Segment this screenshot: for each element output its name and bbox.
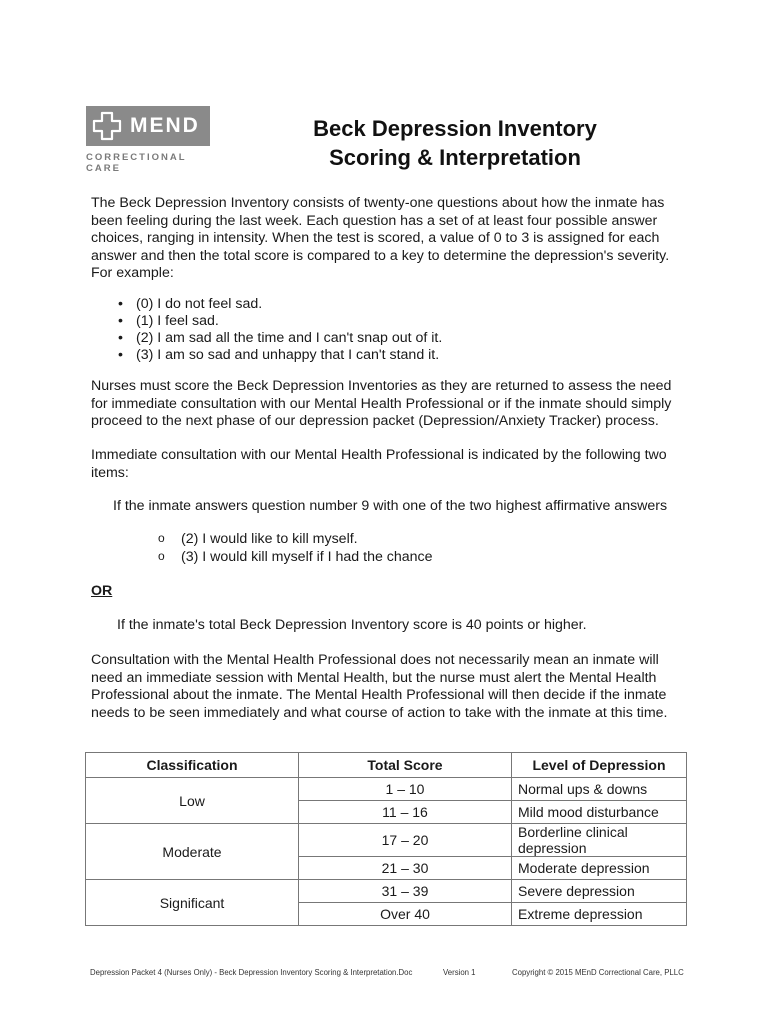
list-item: o (3) I would kill myself if I had the chance [158, 548, 618, 566]
level-cell: Borderline clinical depression [512, 824, 687, 857]
level-cell: Extreme depression [512, 903, 687, 926]
score-cell: 11 – 16 [299, 801, 512, 824]
or-label: OR [91, 583, 113, 599]
footer-document-name: Depression Packet 4 (Nurses Only) - Beck Depression Inventory Scoring & Interpretation.Doc [90, 968, 413, 977]
intro-paragraph: The Beck Depression Inventory consists of twenty-one questions about how the inmate has been feeling during the last week. Each question has a set of at least four possible answer choices, ranging in intensity. When the test is scored, a value of 0 to 3 is assigned for each answer and then the total score is compared to a key to determine the depression's severity. For example: [91, 195, 670, 281]
level-cell: Severe depression [512, 880, 687, 903]
condition-total-score: If the inmate's total Beck Depression Inventory score is 40 points or higher. [117, 617, 587, 633]
example-answers-list [118, 296, 678, 364]
score-cell: 1 – 10 [299, 778, 512, 801]
list-item: o (2) I would like to kill myself. [158, 530, 618, 548]
list-item: • (0) I do not feel sad. [118, 296, 678, 313]
score-cell: Over 40 [299, 903, 512, 926]
score-cell: 21 – 30 [299, 857, 512, 880]
medical-cross-icon [92, 111, 122, 141]
classification-cell: Significant [86, 880, 299, 926]
table-row [86, 778, 687, 801]
mend-logo [86, 106, 212, 174]
nurses-paragraph: Nurses must score the Beck Depression Inventories as they are returned to assess the need for immediate consultation with our Mental Health Professional or if the inmate should simply proceed to the next phase of our depression packet (Depression/Anxiety Tracker) process. [91, 378, 672, 429]
page-title [290, 114, 620, 172]
consultation-paragraph: Consultation with the Mental Health Professional does not necessarily mean an inmate will need an immediate session with Mental Health, but the nurse must alert the Mental Health Professional about the inmate. The Mental Health Professional will then decide if the inmate needs to be seen immediately and what course of action to take with the inmate at this time. [91, 652, 668, 721]
level-cell: Normal ups & downs [512, 778, 687, 801]
question-9-answers-list [158, 530, 618, 566]
level-cell: Mild mood disturbance [512, 801, 687, 824]
table-row [86, 824, 687, 857]
table-header-row [86, 753, 687, 778]
classification-cell: Moderate [86, 824, 299, 880]
title-line-2: Scoring & Interpretation [329, 145, 581, 170]
classification-cell: Low [86, 778, 299, 824]
immediate-consultation-paragraph: Immediate consultation with our Mental Health Professional is indicated by the following two items: [91, 447, 667, 481]
scoring-table [85, 752, 687, 926]
footer-version: Version 1 [443, 968, 476, 977]
score-cell: 17 – 20 [299, 824, 512, 857]
footer-copyright: Copyright © 2015 MEnD Correctional Care, PLLC [512, 968, 684, 977]
logo-badge [86, 106, 210, 146]
header-total-score: Total Score [299, 753, 512, 778]
header-classification: Classification [86, 753, 299, 778]
logo-subtitle: CORRECTIONAL CARE [86, 152, 187, 174]
title-line-1: Beck Depression Inventory [313, 116, 597, 141]
level-cell: Moderate depression [512, 857, 687, 880]
condition-question-9: If the inmate answers question number 9 with one of the two highest affirmative answers [113, 498, 668, 514]
table-row [86, 880, 687, 903]
header-level-of-depression: Level of Depression [512, 753, 687, 778]
list-item: • (1) I feel sad. [118, 313, 678, 330]
list-item: • (2) I am sad all the time and I can't snap out of it. [118, 330, 678, 347]
list-item: • (3) I am so sad and unhappy that I can't stand it. [118, 347, 678, 364]
logo-wordmark: MEND [130, 114, 200, 137]
score-cell: 31 – 39 [299, 880, 512, 903]
